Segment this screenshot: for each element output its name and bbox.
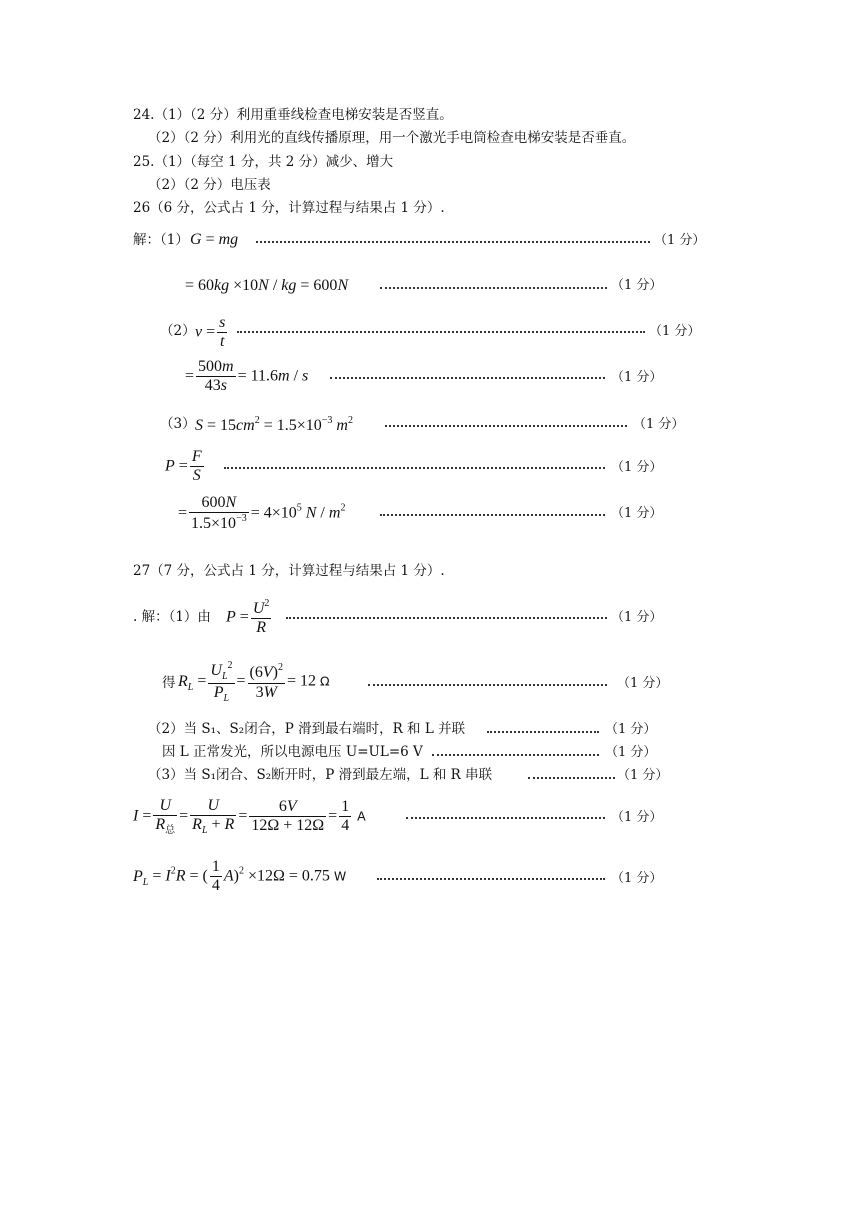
q27-calc-current: I = $\frac{U}{R_总}$ = $\frac{U}{R_L + R}$ = $\frac{6V}{12\Omega + 12\Omega}$ = $\frac{1}{4}$ A [133,797,366,837]
q27-calc-lamp-power: $P_L = I^2R$ = ( $\frac{1}{4}$ A)$^2$ ×12Ω = 0.75 W [133,858,347,895]
q26-part2-label: （2） [160,323,196,339]
q26-calc-weight: = 60kg ×10N / kg = 600N [185,277,349,294]
q27-part2-line2: 因 L 正常发光，所以电源电压 U=UL=6 V [162,744,423,760]
q26-calc-speed: = $\frac{500m}{43s}$ = 11.6m / s [185,358,309,395]
score-mark: （1 分） [611,506,663,521]
score-mark: （1 分） [611,610,663,625]
q26-solution-label: 解：（1） [133,232,189,248]
leader-dots [237,331,645,333]
score-mark: （1 分） [654,233,706,248]
score-mark: （1 分） [611,810,663,825]
q25-part1: 25.（1）（每空 1 分，共 2 分）减少、增大 [133,154,394,170]
leader-dots [528,777,615,779]
q24-part1: 24.（1）（2 分）利用重垂线检查电梯安装是否竖直。 [133,107,453,123]
leader-dots [224,467,605,469]
score-mark: （1 分） [611,460,663,475]
score-mark: （1 分） [611,871,663,886]
score-mark: （1 分） [611,370,663,385]
q27-formula-power: P = $\frac{U^2}{R}$ [226,598,270,637]
q27-part2-line1: （2）当 S₁、S₂闭合，P 滑到最右端时，R 和 L 并联 [148,721,466,737]
score-mark: （1 分） [617,676,669,691]
leader-dots [380,287,607,289]
q26-header: 26（6 分，公式占 1 分，计算过程与结果占 1 分）. [133,200,445,216]
leader-dots [432,754,599,756]
q27-calc-resistance: $R_L$ = $\frac{U_L^2}{P_L}$ = $\frac{(6V)^2}{3W}$ = 12 Ω [178,660,330,704]
q26-calc-pressure: = $\frac{600N}{1.5\times 10^{-3}}$ = $4\times 10^5$ N / $m^2$ [178,494,346,533]
q26-formula-speed: v = $\frac{s}{t}$ [195,314,226,351]
score-mark: （1 分） [605,722,657,737]
leader-dots [330,377,605,379]
q26-formula-pressure: P = $\frac{F}{S}$ [165,448,202,485]
leader-dots [256,241,650,243]
q24-part2: （2）（2 分）利用光的直线传播原理，用一个激光手电筒检查电梯安装是否垂直。 [148,130,636,146]
q26-calc-area: $S = 15cm^2 = 1.5\times 10^{-3}$ $m^2$ [195,415,353,434]
q26-part3-label: （3） [160,416,196,432]
q26-formula-weight: G = mg [190,231,239,248]
q25-part2: （2）（2 分）电压表 [148,177,271,193]
leader-dots [487,731,599,733]
q27-solution-label: . 解：（1）由 [133,609,211,625]
q27-part3-line: （3）当 S₁闭合、S₂断开时，P 滑到最左端，L 和 R 串联 [148,767,493,783]
score-mark: （1 分） [633,417,685,432]
score-mark: （1 分） [649,324,701,339]
leader-dots [406,817,605,819]
leader-dots [385,425,627,427]
q27-header: 27（7 分，公式占 1 分，计算过程与结果占 1 分）. [133,563,445,579]
leader-dots [286,617,607,619]
leader-dots [377,878,605,880]
score-mark: （1 分） [605,745,657,760]
score-mark: （1 分） [617,768,669,783]
score-mark: （1 分） [611,278,663,293]
leader-dots [368,684,607,686]
leader-dots [380,514,605,516]
q27-de-label: 得 [162,675,176,691]
